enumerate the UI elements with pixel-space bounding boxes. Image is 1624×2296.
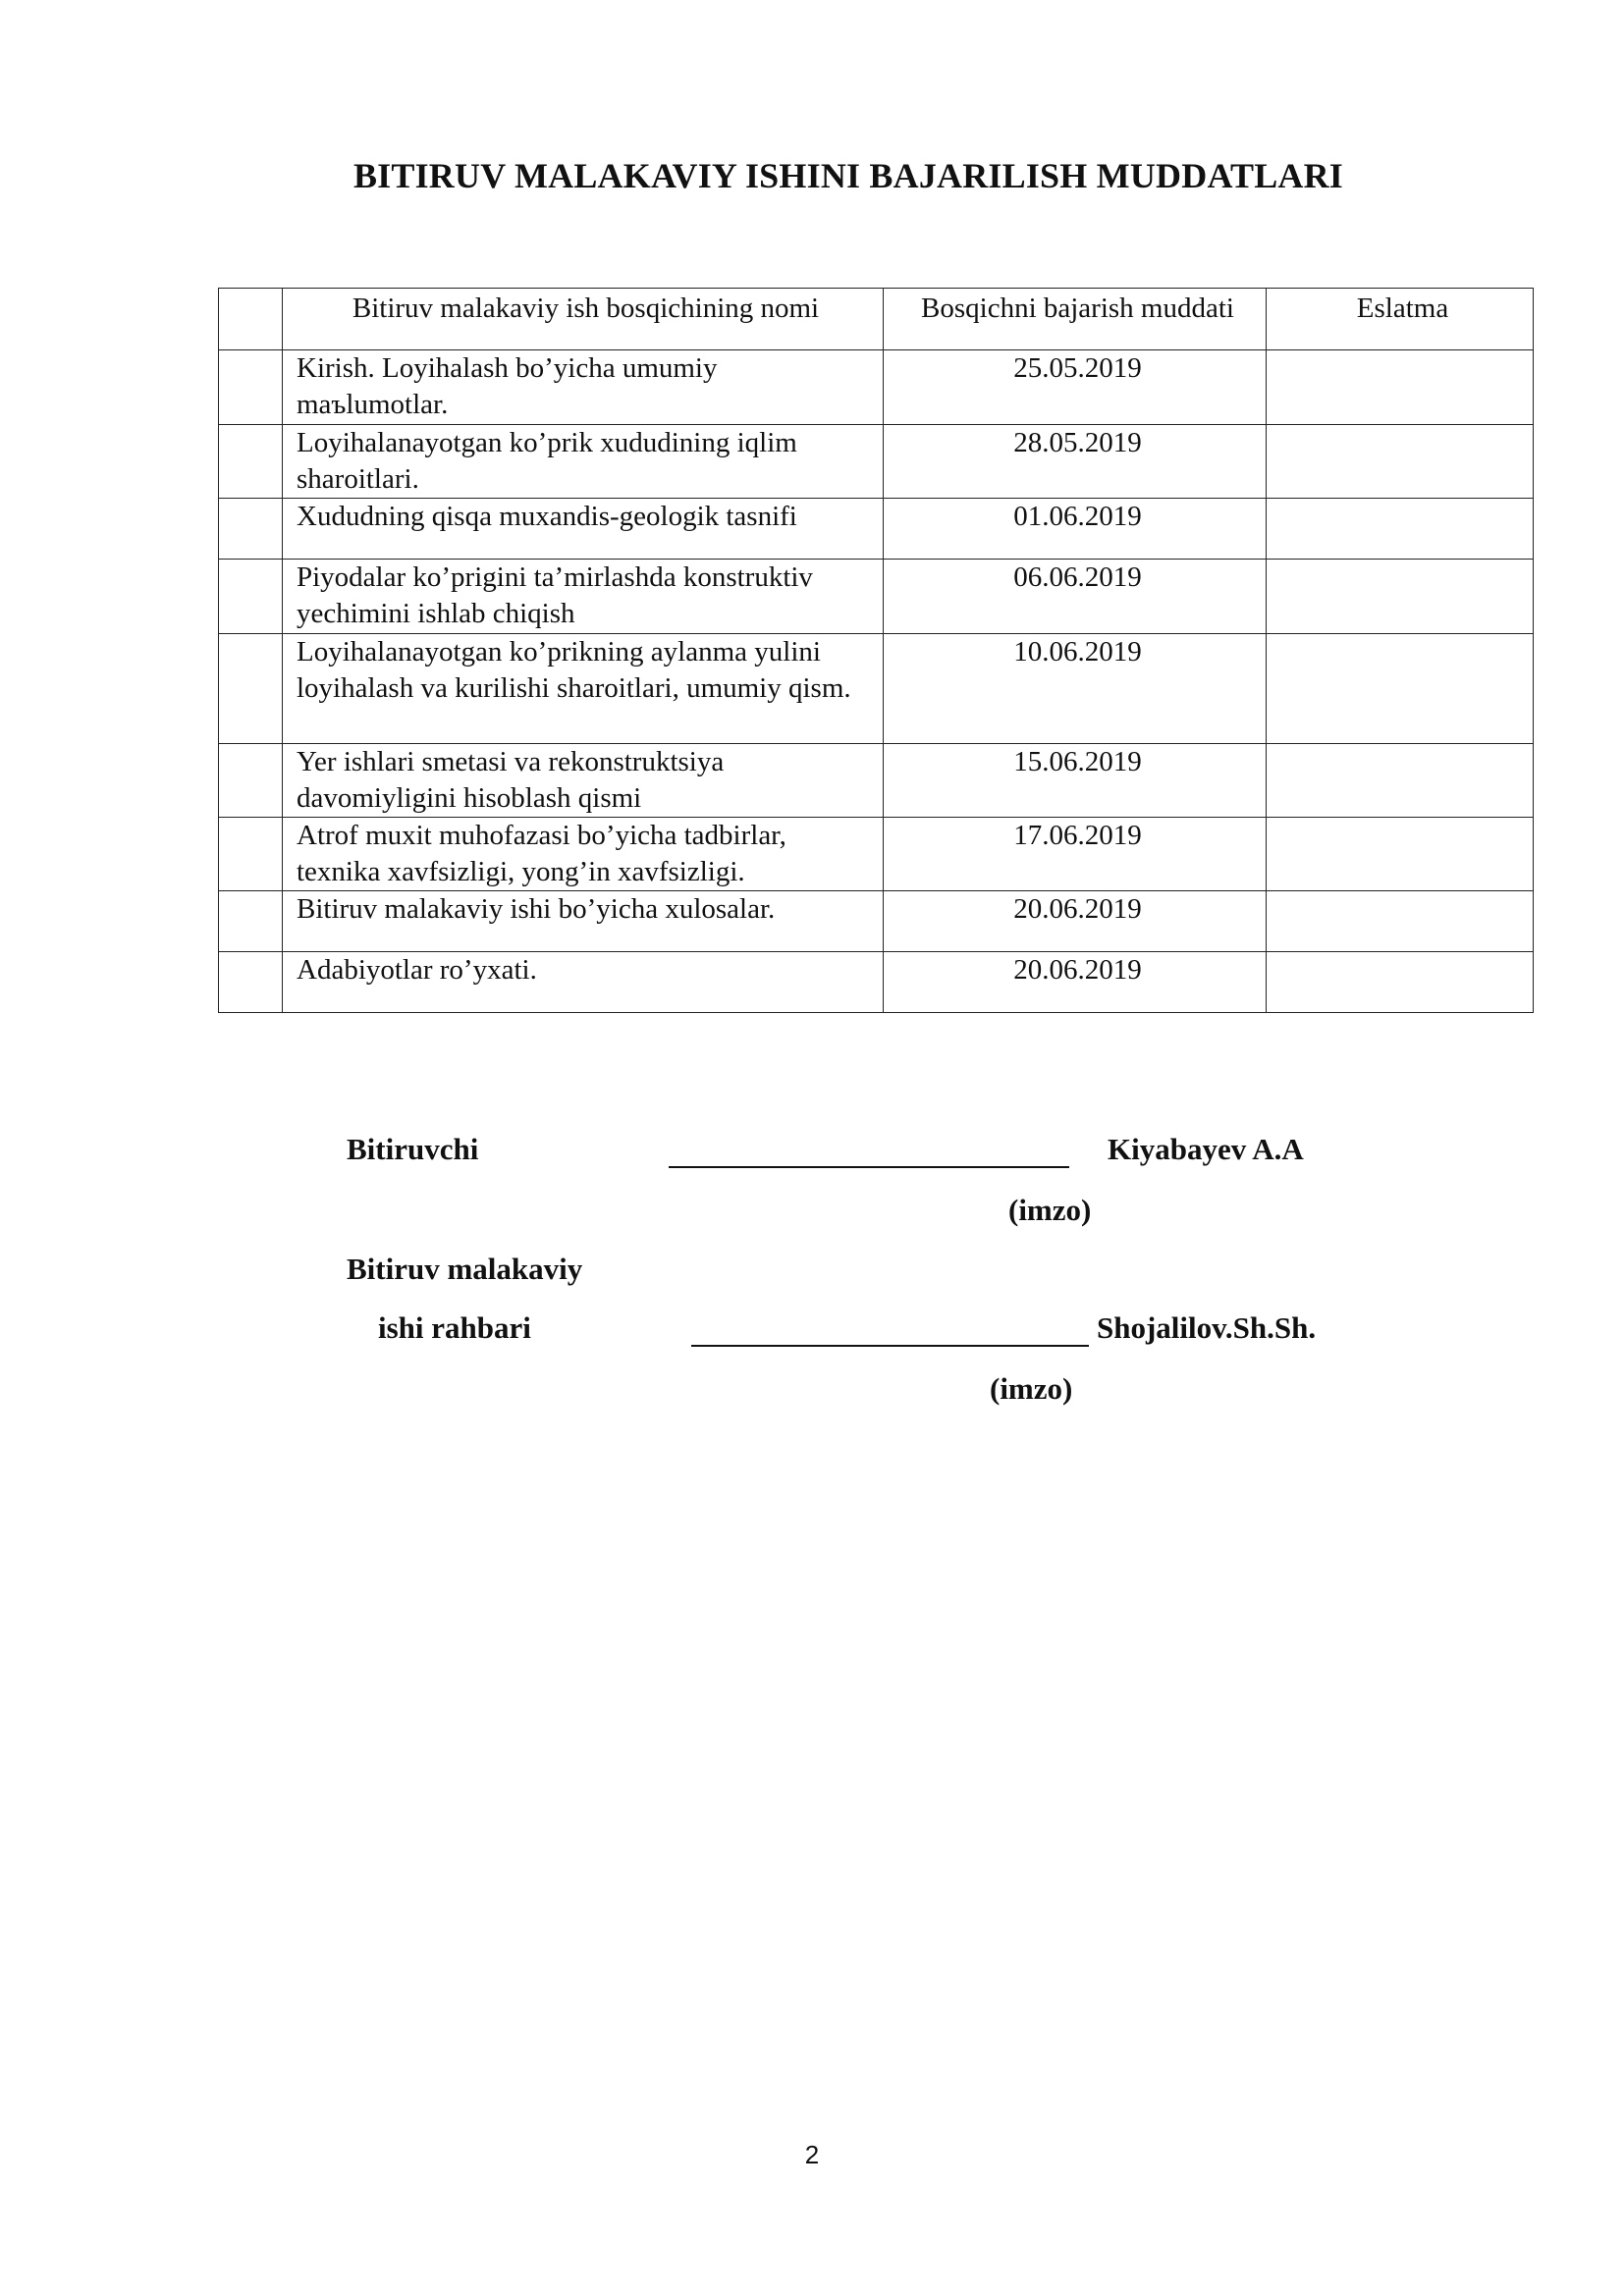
stage-name-cell: Yer ishlari smetasi va rekonstruktsiya davomiyligini hisoblash qismi bbox=[283, 744, 884, 818]
header-number bbox=[219, 289, 283, 350]
row-number-cell bbox=[219, 818, 283, 891]
supervisor-label-line1: Bitiruv malakaviy bbox=[347, 1252, 583, 1286]
header-note: Eslatma bbox=[1267, 289, 1534, 350]
graduate-signature-line bbox=[669, 1166, 1069, 1168]
note-cell bbox=[1267, 818, 1534, 891]
row-number-cell bbox=[219, 499, 283, 560]
table-row bbox=[219, 350, 1534, 425]
note-cell bbox=[1267, 891, 1534, 952]
deadline-cell: 06.06.2019 bbox=[884, 560, 1267, 634]
page-number: 2 bbox=[804, 2140, 820, 2169]
graduate-name: Kiyabayev A.A bbox=[1108, 1132, 1304, 1166]
schedule-table bbox=[218, 288, 1534, 1013]
table-row bbox=[219, 425, 1534, 499]
deadline-cell: 20.06.2019 bbox=[884, 952, 1267, 1013]
stage-name-cell: Adabiyotlar ro’yxati. bbox=[283, 952, 884, 1013]
table-row bbox=[219, 744, 1534, 818]
note-cell bbox=[1267, 350, 1534, 425]
stage-name-cell: Atrof muxit muhofazasi bo’yicha tadbirlar, texnika xavfsizligi, yong’in xavfsizligi. bbox=[283, 818, 884, 891]
stage-name-cell: Loyihalanayotgan ko’prikning aylanma yulini loyihalash va kurilishi sharoitlari, umumiy qism. bbox=[283, 634, 884, 744]
deadline-cell: 17.06.2019 bbox=[884, 818, 1267, 891]
row-number-cell bbox=[219, 425, 283, 499]
note-cell bbox=[1267, 499, 1534, 560]
stage-name-cell: Kirish. Loyihalash bo’yicha umumiy maъlumotlar. bbox=[283, 350, 884, 425]
note-cell bbox=[1267, 952, 1534, 1013]
graduate-signature-caption: (imzo) bbox=[1008, 1193, 1092, 1227]
table-row bbox=[219, 952, 1534, 1013]
note-cell bbox=[1267, 425, 1534, 499]
supervisor-signature-caption: (imzo) bbox=[990, 1371, 1073, 1406]
table-row bbox=[219, 818, 1534, 891]
note-cell bbox=[1267, 634, 1534, 744]
supervisor-signature-line bbox=[691, 1345, 1089, 1347]
row-number-cell bbox=[219, 891, 283, 952]
deadline-cell: 25.05.2019 bbox=[884, 350, 1267, 425]
table-row bbox=[219, 634, 1534, 744]
row-number-cell bbox=[219, 744, 283, 818]
row-number-cell bbox=[219, 560, 283, 634]
deadline-cell: 15.06.2019 bbox=[884, 744, 1267, 818]
deadline-cell: 10.06.2019 bbox=[884, 634, 1267, 744]
stage-name-cell: Xududning qisqa muxandis-geologik tasnifi bbox=[283, 499, 884, 560]
supervisor-label-line2: ishi rahbari bbox=[378, 1310, 531, 1345]
row-number-cell bbox=[219, 634, 283, 744]
header-deadline: Bosqichni bajarish muddati bbox=[884, 289, 1267, 350]
page-title: BITIRUV MALAKAVIY ISHINI BAJARILISH MUDDATLARI bbox=[352, 156, 1344, 195]
header-stage-name: Bitiruv malakaviy ish bosqichining nomi bbox=[283, 289, 884, 350]
deadline-cell: 20.06.2019 bbox=[884, 891, 1267, 952]
table-header-row bbox=[219, 289, 1534, 350]
stage-name-cell: Loyihalanayotgan ko’prik xududining iqlim sharoitlari. bbox=[283, 425, 884, 499]
stage-name-cell: Bitiruv malakaviy ishi bo’yicha xulosalar. bbox=[283, 891, 884, 952]
deadline-cell: 28.05.2019 bbox=[884, 425, 1267, 499]
table-row bbox=[219, 560, 1534, 634]
deadline-cell: 01.06.2019 bbox=[884, 499, 1267, 560]
note-cell bbox=[1267, 744, 1534, 818]
row-number-cell bbox=[219, 952, 283, 1013]
table-row bbox=[219, 499, 1534, 560]
graduate-label: Bitiruvchi bbox=[347, 1132, 479, 1166]
table-row bbox=[219, 891, 1534, 952]
row-number-cell bbox=[219, 350, 283, 425]
supervisor-name: Shojalilov.Sh.Sh. bbox=[1097, 1310, 1317, 1345]
note-cell bbox=[1267, 560, 1534, 634]
stage-name-cell: Piyodalar ko’prigini ta’mirlashda konstruktiv yechimini ishlab chiqish bbox=[283, 560, 884, 634]
